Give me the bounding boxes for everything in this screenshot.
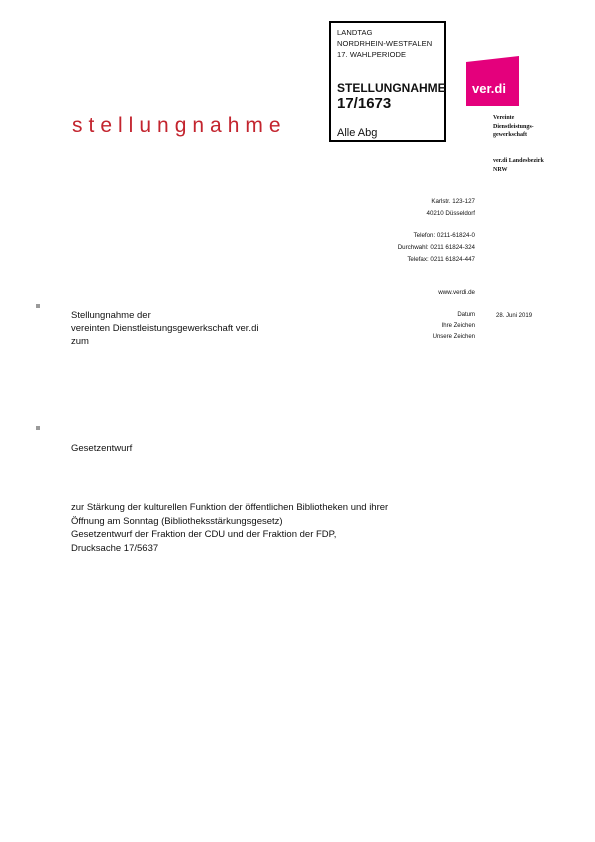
contact-direct: Durchwahl: 0211 61824-324 — [397, 244, 475, 251]
logo-text: ver.di — [472, 81, 506, 96]
address-street: Karlstr. 123-127 — [431, 198, 475, 205]
address-city: 40210 Düsseldorf — [426, 210, 475, 217]
stamp-header — [337, 27, 432, 60]
region-name — [493, 157, 544, 174]
date-value: 28. Juni 2019 — [496, 313, 533, 319]
organization-name — [493, 114, 534, 140]
margin-marker — [36, 426, 40, 430]
document-type-title: stellungnahme — [72, 114, 287, 137]
intro-line-3: zum — [71, 336, 89, 347]
stamp-line-state: NORDRHEIN-WESTFALEN — [337, 39, 433, 48]
meta-labels — [433, 310, 475, 343]
stamp-distribution: Alle Abg — [337, 127, 378, 139]
stamp-number: 17/1673 — [337, 95, 392, 112]
subject-line-1: zur Stärkung der kulturellen Funktion der öffentlichen Bibliotheken und ihrer — [71, 502, 389, 513]
stamp-heading: STELLUNGNAHME — [337, 81, 446, 95]
intro-block — [71, 309, 258, 348]
subject-line-4: Drucksache 17/5637 — [71, 542, 159, 554]
contact-fax: Telefax: 0211 61824-447 — [407, 256, 475, 263]
region-line-2: NRW — [493, 166, 508, 173]
website-link[interactable]: www.verdi.de — [438, 289, 475, 296]
org-line-1: Vereinte — [493, 115, 515, 121]
subject-line-3: Gesetzentwurf der Fraktion der CDU und der Fraktion der FDP, — [71, 529, 337, 540]
date-label: Datum — [457, 312, 475, 318]
stamp-line-period: 17. WAHLPERIODE — [337, 50, 407, 59]
subject-line-2: Öffnung am Sonntag (Bibliotheksstärkungsgesetz) — [71, 515, 283, 527]
margin-marker — [36, 304, 40, 308]
intro-line-2: vereinten Dienstleistungsgewerkschaft ver.di — [71, 323, 259, 334]
verdi-logo-icon — [466, 56, 519, 106]
intro-line-1: Stellungnahme der — [71, 310, 151, 321]
subject-heading: Gesetzentwurf — [71, 443, 133, 454]
org-line-3: gewerkschaft — [493, 132, 527, 138]
contact-block — [398, 230, 475, 266]
landtag-stamp — [329, 21, 446, 142]
region-line-1: ver.di Landesbezirk — [493, 158, 544, 164]
contact-phone: Telefon: 0211-61824-0 — [413, 232, 475, 239]
address-block — [427, 198, 476, 218]
org-line-2: Dienstleistungs- — [493, 123, 534, 130]
stamp-line-landtag: LANDTAG — [337, 28, 373, 37]
our-ref-label: Unsere Zeichen — [432, 334, 475, 340]
your-ref-label: Ihre Zeichen — [441, 323, 475, 329]
subject-block — [71, 501, 388, 555]
